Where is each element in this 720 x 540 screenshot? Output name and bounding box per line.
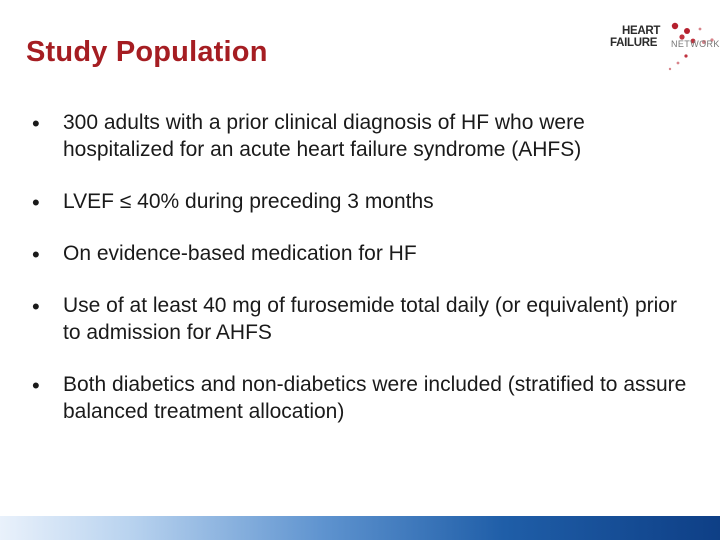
logo-text-failure: FAILURE <box>610 37 658 49</box>
bullet-icon: • <box>32 373 40 398</box>
bullet-item <box>32 371 696 425</box>
bullet-text: On evidence-based medication for HF <box>63 242 417 265</box>
heart-failure-network-logo <box>608 20 720 76</box>
bullet-item <box>32 240 696 267</box>
bullet-text: LVEF ≤ 40% during preceding 3 months <box>63 190 434 213</box>
bullet-icon: • <box>32 111 40 136</box>
bullet-item <box>32 109 696 163</box>
bullet-icon: • <box>32 242 40 267</box>
bullet-icon: • <box>32 294 40 319</box>
bullet-text: Use of at least 40 mg of furosemide total daily (or equivalent) prior to admission for AHFS <box>63 294 677 344</box>
slide-title: Study Population <box>26 36 268 68</box>
bullet-item <box>32 188 696 215</box>
bullet-text: 300 adults with a prior clinical diagnosis of HF who were hospitalized for an acute heart failure syndrome (AHFS) <box>63 111 585 161</box>
bullet-item <box>32 292 696 346</box>
logo-text-heart: HEART <box>622 25 661 37</box>
bullet-text: Both diabetics and non-diabetics were included (stratified to assure balanced treatment allocation) <box>63 373 687 423</box>
bullet-list <box>32 109 696 450</box>
footer-gradient-bar <box>0 516 720 540</box>
bullet-icon: • <box>32 190 40 215</box>
logo-text-network: NETWORK <box>671 39 720 49</box>
